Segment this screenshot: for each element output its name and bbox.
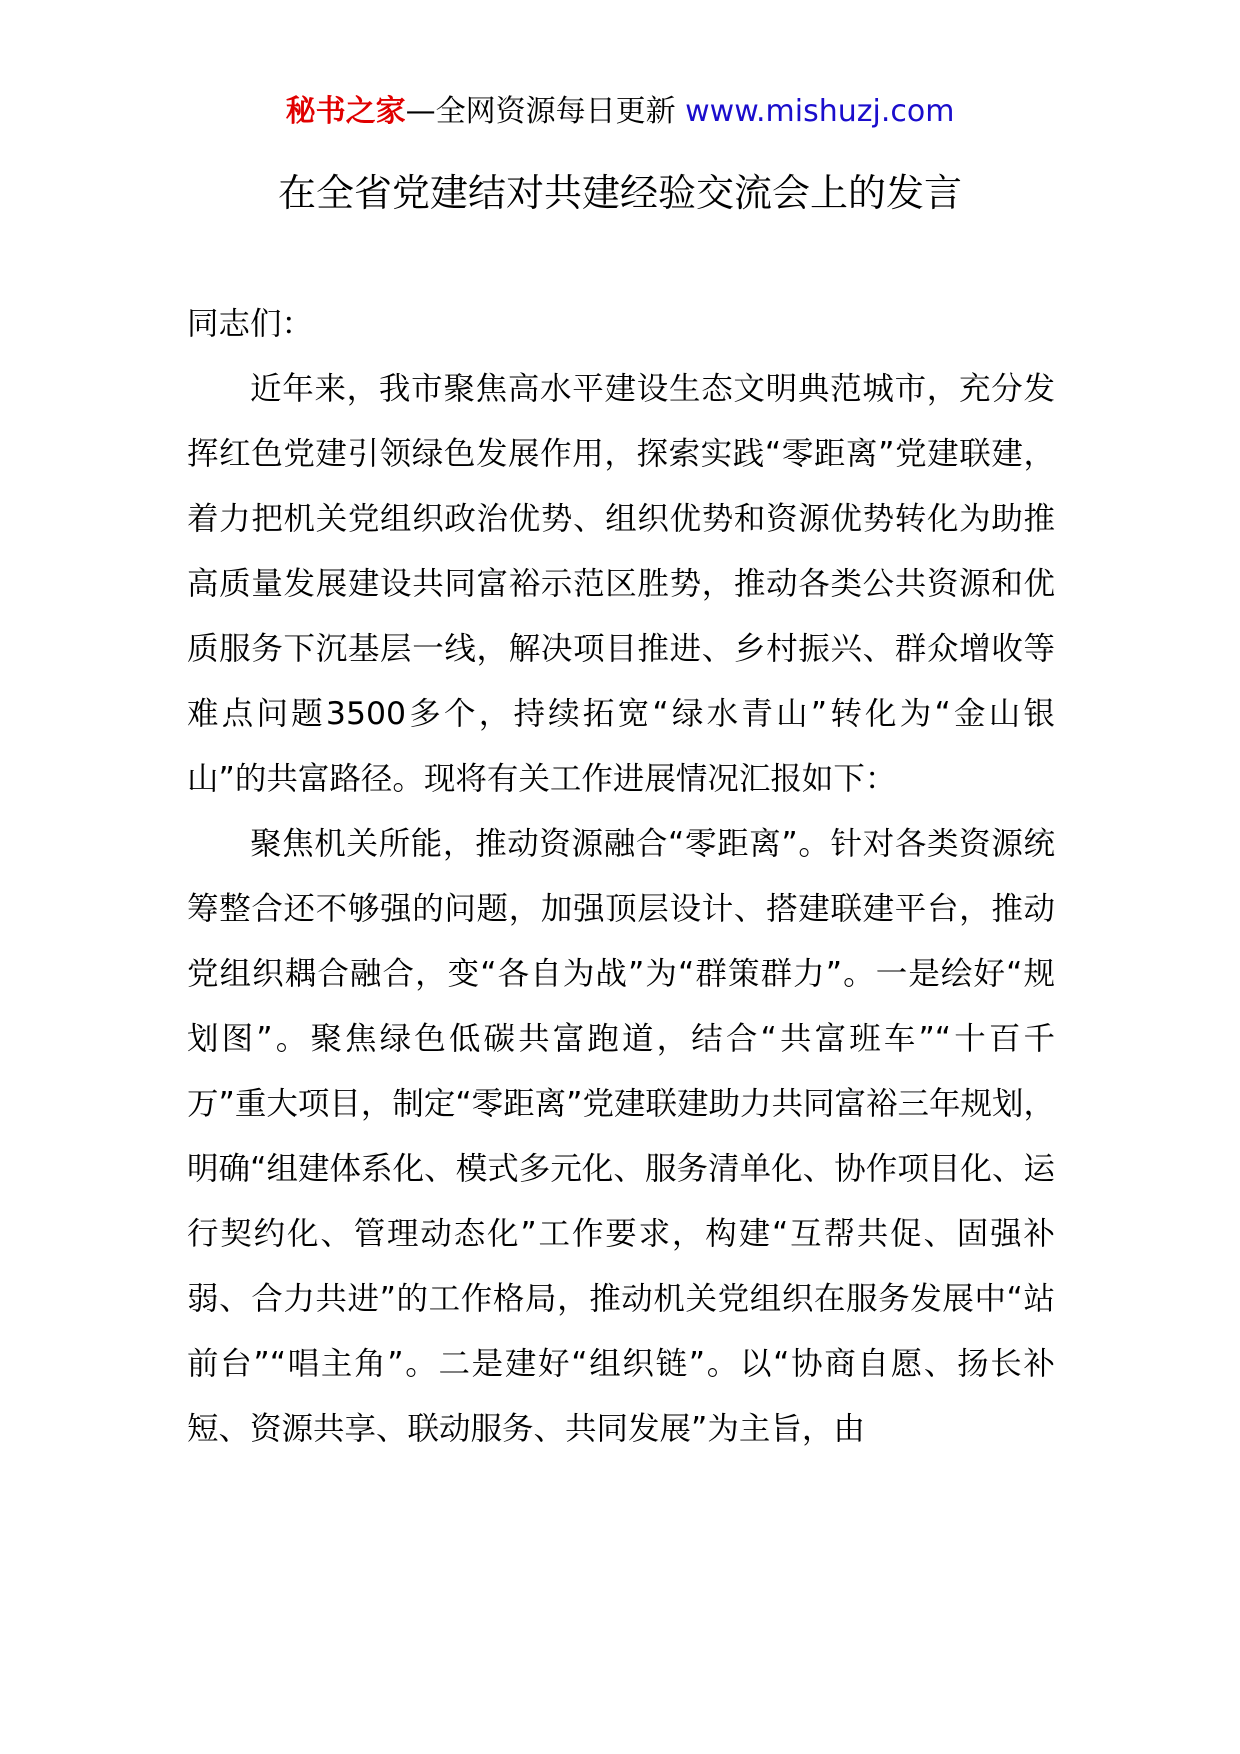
salutation: 同志们： xyxy=(187,306,314,342)
site-url-link[interactable]: www.mishuzj.com xyxy=(685,94,955,129)
document-body xyxy=(187,292,1055,1462)
body-paragraph: 聚焦机关所能，推动资源融合“零距离”。针对各类资源统筹整合还不够强的问题，加强顶层设计、搭建联建平台，推动党组织耦合融合，变“各自为战”为“群策群力”。一是绘好“规划图”。聚焦绿色低碳共富跑道，结合“共富班车”“十百千万”重大项目，制定“零距离”党建联建助力共同富裕三年规划，明确“组建体系化、模式多元化、服务清单化、协作项目化、运行契约化、管理动态化”工作要求，构建“互帮共促、固强补弱、合力共进”的工作格局，推动机关党组织在服务发展中“站前台”“唱主角”。二是建好“组织链”。以“协商自愿、扬长补短、资源共享、联动服务、共同发展”为主旨，由 xyxy=(187,826,1055,1447)
body-paragraph: 近年来，我市聚焦高水平建设生态文明典范城市，充分发挥红色党建引领绿色发展作用，探索实践“零距离”党建联建，着力把机关党组织政治优势、组织优势和资源优势转化为助推高质量发展建设共同富裕示范区胜势，推动各类公共资源和优质服务下沉基层一线，解决项目推进、乡村振兴、群众增收等难点问题3500多个，持续拓宽“绿水青山”转化为“金山银山”的共富路径。现将有关工作进展情况汇报如下： xyxy=(187,371,1055,797)
site-tagline: —全网资源每日更新 xyxy=(405,94,686,129)
site-brand: 秘书之家 xyxy=(285,94,406,129)
document-title: 在全省党建结对共建经验交流会上的发言 xyxy=(277,171,962,215)
site-header xyxy=(0,92,1240,132)
